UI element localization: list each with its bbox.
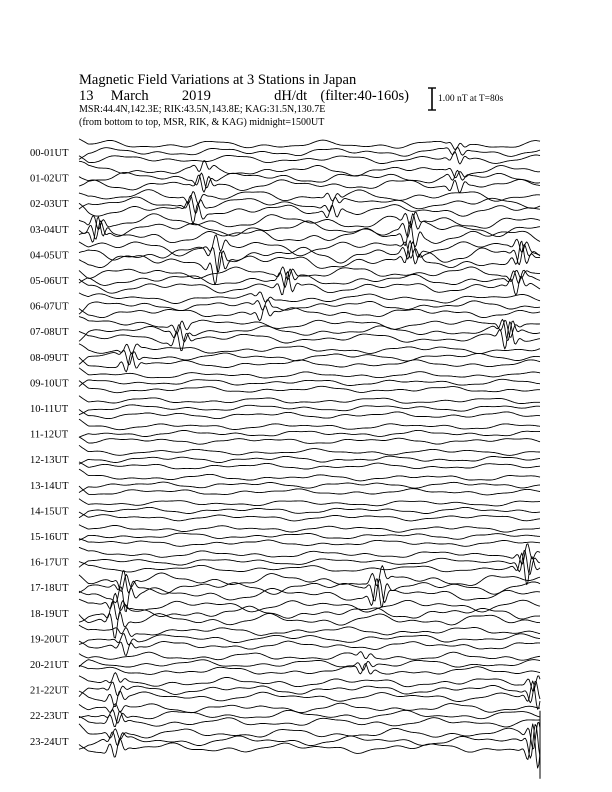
trace-05-06UT-MSR bbox=[79, 272, 540, 296]
chart-title: Magnetic Field Variations at 3 Stations in Japan bbox=[79, 72, 357, 88]
trace-02-03UT-MSR bbox=[79, 202, 540, 224]
hour-label-07-08UT: 07-08UT bbox=[30, 327, 69, 339]
trace-20-21UT-RIK bbox=[79, 660, 540, 671]
hour-label-13-14UT: 13-14UT bbox=[30, 480, 69, 492]
hour-label-03-04UT: 03-04UT bbox=[30, 224, 69, 236]
station-order-note: (from bottom to top, MSR, RIK, & KAG) midnight=1500UT bbox=[79, 117, 325, 128]
trace-22-23UT-KAG bbox=[79, 703, 540, 713]
trace-19-20UT-MSR bbox=[79, 641, 540, 656]
hour-label-05-06UT: 05-06UT bbox=[30, 276, 69, 287]
trace-06-07UT-KAG bbox=[79, 292, 540, 304]
trace-00-01UT-KAG bbox=[79, 139, 540, 150]
trace-12-13UT-KAG bbox=[79, 445, 540, 455]
hour-label-04-05UT: 04-05UT bbox=[30, 250, 69, 262]
hour-label-06-07UT: 06-07UT bbox=[30, 301, 69, 313]
trace-08-09UT-RIK bbox=[79, 350, 540, 365]
trace-02-03UT-RIK bbox=[79, 196, 540, 214]
trace-18-19UT-RIK bbox=[79, 601, 540, 623]
trace-15-16UT-MSR bbox=[79, 539, 540, 547]
trace-00-01UT-RIK bbox=[79, 147, 540, 159]
trace-12-13UT-MSR bbox=[79, 462, 540, 469]
trace-14-15UT-KAG bbox=[79, 499, 540, 506]
quantity-label: dH/dt bbox=[274, 88, 308, 104]
hour-label-22-23UT: 22-23UT bbox=[30, 711, 69, 723]
trace-14-15UT-RIK bbox=[79, 507, 540, 517]
trace-20-21UT-MSR bbox=[79, 664, 540, 675]
trace-04-05UT-MSR bbox=[79, 241, 540, 285]
hour-label-12-13UT: 12-13UT bbox=[30, 455, 69, 467]
hour-label-18-19UT: 18-19UT bbox=[30, 608, 69, 620]
hour-label-00-01UT: 00-01UT bbox=[30, 148, 69, 159]
trace-23-24UT-KAG bbox=[79, 722, 540, 749]
hour-label-17-18UT: 17-18UT bbox=[30, 583, 69, 595]
trace-13-14UT-KAG bbox=[79, 469, 540, 481]
hour-label-15-16UT: 15-16UT bbox=[30, 532, 69, 543]
trace-14-15UT-MSR bbox=[79, 512, 540, 521]
trace-11-12UT-KAG bbox=[79, 419, 540, 430]
trace-23-24UT-RIK bbox=[79, 724, 540, 758]
hour-label-01-02UT: 01-02UT bbox=[30, 173, 69, 185]
trace-09-10UT-RIK bbox=[79, 379, 540, 386]
trace-19-20UT-RIK bbox=[79, 634, 540, 645]
trace-10-11UT-MSR bbox=[79, 410, 540, 419]
hour-label-02-03UT: 02-03UT bbox=[30, 199, 69, 211]
trace-20-21UT-KAG bbox=[79, 652, 540, 661]
trace-22-23UT-RIK bbox=[79, 710, 540, 723]
trace-10-11UT-KAG bbox=[79, 396, 540, 404]
trace-09-10UT-MSR bbox=[79, 381, 540, 393]
station-coordinates: MSR:44.4N,142.3E; RIK:43.5N,143.8E; KAG:31.5N,130.7E bbox=[79, 104, 326, 115]
trace-09-10UT-KAG bbox=[79, 368, 540, 378]
trace-07-08UT-MSR bbox=[79, 322, 540, 351]
trace-15-16UT-KAG bbox=[79, 525, 540, 533]
trace-13-14UT-MSR bbox=[79, 486, 540, 495]
hour-label-09-10UT: 09-10UT bbox=[30, 378, 69, 390]
trace-15-16UT-RIK bbox=[79, 533, 540, 540]
trace-11-12UT-RIK bbox=[79, 430, 540, 437]
trace-06-07UT-MSR bbox=[79, 306, 540, 321]
trace-17-18UT-RIK bbox=[79, 570, 540, 602]
hour-label-20-21UT: 20-21UT bbox=[30, 660, 69, 671]
hour-label-14-15UT: 14-15UT bbox=[30, 506, 69, 518]
date-month: March bbox=[110, 88, 149, 104]
hour-label-19-20UT: 19-20UT bbox=[30, 634, 69, 646]
trace-11-12UT-MSR bbox=[79, 437, 540, 444]
hour-label-10-11UT: 10-11UT bbox=[30, 404, 69, 415]
date-day: 13 bbox=[79, 88, 94, 104]
hour-label-23-24UT: 23-24UT bbox=[30, 736, 69, 748]
hour-label-11-12UT: 11-12UT bbox=[30, 429, 69, 441]
hour-label-21-22UT: 21-22UT bbox=[30, 685, 69, 697]
hour-label-08-09UT: 08-09UT bbox=[30, 352, 69, 364]
trace-08-09UT-MSR bbox=[79, 353, 540, 372]
filter-label: (filter:40-160s) bbox=[320, 88, 409, 104]
scale-label: 1.00 nT at T=80s bbox=[438, 94, 504, 104]
trace-12-13UT-RIK bbox=[79, 456, 540, 464]
trace-18-19UT-KAG bbox=[79, 593, 540, 612]
trace-19-20UT-KAG bbox=[79, 625, 540, 636]
trace-16-17UT-MSR bbox=[79, 553, 540, 585]
hour-label-16-17UT: 16-17UT bbox=[30, 557, 69, 569]
trace-08-09UT-KAG bbox=[79, 344, 540, 354]
date-year: 2019 bbox=[181, 88, 211, 104]
